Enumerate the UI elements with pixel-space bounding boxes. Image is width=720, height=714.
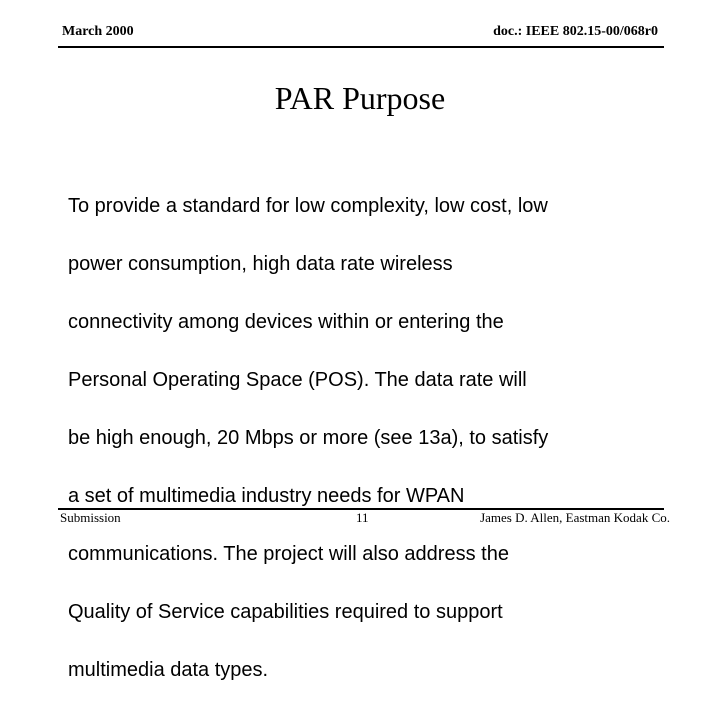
footer-author: James D. Allen, Eastman Kodak Co. [480,510,670,525]
footer-submission: Submission [60,510,121,525]
body-line: Personal Operating Space (POS). The data rate will [68,369,527,391]
body-paragraph [68,163,668,714]
header-divider [58,46,664,48]
slide-title: PAR Purpose [274,80,446,116]
header-doc-id: doc.: IEEE 802.15-00/068r0 [493,24,658,39]
body-line: multimedia data types. [68,659,269,681]
body-line: To provide a standard for low complexity, low cost, low [68,195,548,217]
body-line: Quality of Service capabilities required to support [68,601,503,623]
body-line: connectivity among devices within or entering the [68,311,504,333]
body-line: communications. The project will also address the [68,543,509,565]
body-line: power consumption, high data rate wireless [68,253,453,275]
body-line: be high enough, 20 Mbps or more (see 13a), to satisfy [68,427,549,449]
body-line: a set of multimedia industry needs for WPAN [68,485,465,507]
header-date: March 2000 [62,24,134,39]
footer-page-number: 11 [356,510,369,525]
